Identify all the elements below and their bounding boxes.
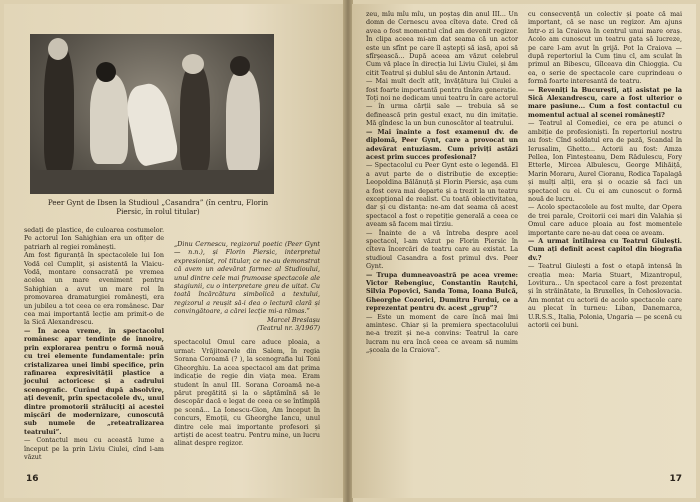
paragraph: — Contactul meu cu această lume a început pe la prin Liviu Ciulei, cînd l-am văzut bbox=[24, 436, 164, 461]
page-number-left: 16 bbox=[26, 474, 39, 484]
question: — Mai înainte a fost examenul dv. de diplomă, Peer Gynt, care a provocat un adevărat entuziasm. Cum priviți astăzi acest prim succes profesional? bbox=[366, 127, 518, 161]
quote-source: (Teatrul nr. 3/1967) bbox=[256, 324, 320, 333]
paragraph: — Acolo spectacolele au fost multe, dar Opera de trei parale, Croitorii cei mari din Valahia și Omul care aduce ploaia au fost momentele importante care ne-au dat ceea ce aveam. bbox=[528, 203, 682, 237]
paragraph: — Teatrul al Comediei, ce era pe atunci o ambiție de profesioniști. În repertoriul nostru au fost: Cînd soldatul era de pază, Scandal în Ierusalim, Ghetto... Actorii au fost: Amza Pellea, Ion Finteșteanu, Dem Rădulescu, Fory Etterle, Mircea Albulescu, George Mihăiță, Marin Moraru, Aurel Cioranu, Rodica Tapalagă și mulți alții, era și o ocazie să faci un spectacol cu ei. Cu ei am cunoscut o formă nouă de lucru. bbox=[528, 119, 682, 203]
paragraph: Am fost figuranță în spectacolele lui Ion Vodă cel Cumplit, și asistentă la Vlaicu-Vodă, montare consacrată pe vremea acelea un mare eveniment pentru Sahighian a avut un mare rol în promovarea dramaturgiei românești, era un jubileu a tot ceea ce era românesc. Dar cea mai importantă lecție am primit-o de la Sică Alexandrescu. bbox=[24, 251, 164, 327]
paragraph: — Înainte de a vă întreba despre acel spectacol, l-am văzut pe Florin Piersic în cîteva încercări de teatru care au existat. La studioul Casandra a fost primul dvs. Peer Gynt. bbox=[366, 228, 518, 271]
paragraph: cu consecvență un colectiv și poate că mai important, că se nasc un regizor. Am ajuns într-o zi la Craiova în centrul unui mare oraș. Acolo am cunoscut un teatru gata să lucreze, pe care l-am avut în grijă. Pot la Craiova — după repertoriul la Cum ținu cl, am sculat în primul an Bibescu, Gîlceava din Chioggia. Cu ea, o serie de spectacole care cuprindeau o formă foarte interesantă de teatru. bbox=[528, 10, 682, 86]
question: — În acea vreme, în spectacolul românesc apar tendințe de înnoire, prin explorarea pentru o formă nouă cu trei elemente fundamentale: prin cristalizarea unei limbi specifice, prin rafinarea expresivității plastice a jocului actoricesc și a cadrului scenografic. Curând după absolvire, ați devenit, prin spectacolele dv., unul dintre promotorii străluciți ai acestei mișcări de modernizare, cunoscută sub numele de „reteatralizarea teatrului”. bbox=[24, 326, 164, 436]
page-right bbox=[352, 4, 696, 498]
question: — Reveniți la București, ați asistat pe la Sică Alexandrescu, care a fost ulterior o mare pasiune... Cum a fost contactul cu momentul actual al scenei românești? bbox=[528, 85, 682, 119]
right-column-2 bbox=[528, 10, 682, 329]
question: — A urmat întîlnirea cu Teatrul Giulești. Cum ați definit acest capitol din biografia dv.? bbox=[528, 236, 682, 262]
photo-caption: Peer Gynt de Ibsen la Studioul „Casandra” (în centru, Florin Piersic, în rolul titular) bbox=[47, 198, 269, 216]
question: — Trupa dumneavoastră pe acea vreme: Victor Rebengiuc, Constantin Rauțchi, Silvia Popovici, Sanda Toma, Ioana Bulcă, Gheorghe Cozorici, Dumitru Furdui, ce a reprezentat pentru dv. acest „grup”? bbox=[366, 270, 518, 313]
review-quote: „Dinu Cernescu, regizorul poetic (Peer Gynt — n.n.), și Florin Piersic, interpretul expresionist, rol titular, ce ne-au demonstrat că avem un adevărat farmec al Studioului, unul dintre cele mai frumoase spectacole ale stagiunii, cu o interpretare greu de uitat. Cu toată încărcătura simbolică a textului, regizorul a reușit să-i dea o lectură clară și convingătoare, a cărei lecție mi-a rămas.” bbox=[174, 240, 320, 316]
page-number-right: 17 bbox=[669, 474, 682, 484]
paragraph: — Este un moment de care încă mai îmi amintesc. Chiar și la premiera spectacolului ne-a trezit și ne-a convins: Teatrul la care lucram nu era încă ceea ce aveam să numim „școala de la Craiova”. bbox=[366, 312, 518, 355]
stage-photo bbox=[30, 34, 274, 194]
left-column-1 bbox=[24, 226, 164, 461]
paragraph: sedați de plastice, de culoarea costumelor. Pe actorul Ion Sahighian era un ofițer de patriarh al regiei românești. bbox=[24, 226, 164, 251]
paragraph: spectacolul Omul care aduce ploaia, a urmat: Vrăjitoarele din Salem, în regia Sorana Coroamă (? ), la scenografia lui Toni Gheorghiu. La acea spectacol am dat prima indicație de regie din viața mea. Eram student în anul III. Sorana Coroamă ne-a părut pregătită și la o săptămînă să le descopăr dacă e legat de ceea ce se întîmplă pe scenă... La Ionescu-Gion, Am început în concurs, Emoții, cu Gheorghe Iancu, unul dintre cele mai importante profesori și artiști de acest teatru. Pentru mine, un lucru alinat despre regizor. bbox=[174, 338, 320, 448]
paragraph: — Teatrul Giulești a fost o etapă intensă în creația mea: Maria Stuart, Mizantropul, Lovitura... Un spectacol care a fost prezentat și în străinătate, la Bruxelles, în Cehoslovacia. Am montat cu actorii de acolo spectacole care au plecat în turneu: Liban, Danemarca, U.R.S.S., Italia, Polonia, Ungaria — pe scenă cu actorii cei buni. bbox=[528, 262, 682, 330]
paragraph: — Spectacolul cu Peer Gynt este o legendă. El a avut parte de o distribuție de excepție: Leopoldina Bălănuță și Florin Piersic, așa cum a fost ceva mai departe și a trezit la un teatru excepțional de realist. Cu toată obiectivitatea, dar și cu distanța: ne-am dat seama că acest spectacol a fost o repetiție generală a ceea ce aveam să facem mai tîrziu. bbox=[366, 161, 518, 229]
page-left bbox=[4, 4, 344, 498]
left-column-2 bbox=[174, 240, 320, 448]
paragraph: — Mai mult decît atît, învățătura lui Ciulei a fost foarte importantă pentru tînăra generație. Toți noi ne dedicam unui teatru în care actorul — în urma cărții sale — trebuia să se definească prin gestul exact, nu din imitație. Mă gîndesc la un bun cunoscător al teatrului. bbox=[366, 77, 518, 128]
paragraph: zeu, mîu mîu mîu, un poștaș din anul III... Un domn de Cernescu avea cîteva date. Cred că avea o fost momentul cînd am devenit regizor. În clipa aceea mi-am dat seama că un actor este un sfînt pe care îl aștepți să iasă, apoi să sfîrșească... După aceea am văzut celebrul Cum vă place în direcția lui Liviu Ciulei, și ăm citit Teatrul și dublul său de Antonin Artaud. bbox=[366, 10, 518, 77]
quote-author: Marcel Breslașu bbox=[267, 315, 320, 324]
right-column-1 bbox=[366, 10, 518, 355]
